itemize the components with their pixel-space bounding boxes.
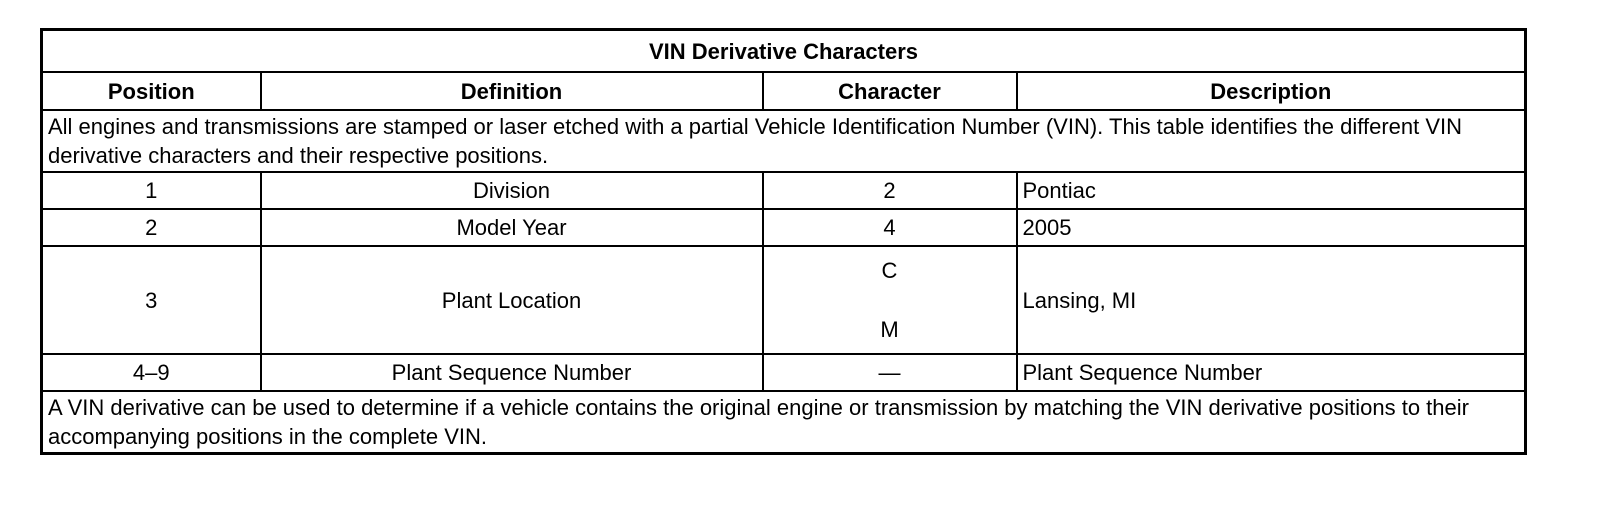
cell-character: 2 (763, 172, 1017, 209)
table-row (42, 172, 1526, 209)
intro-row (42, 110, 1526, 172)
cell-position: 1 (42, 172, 261, 209)
cell-character: 4 (763, 209, 1017, 246)
cell-definition: Plant Location (261, 246, 763, 354)
table-row (42, 209, 1526, 246)
cell-position: 2 (42, 209, 261, 246)
cell-definition: Model Year (261, 209, 763, 246)
cell-position: 4–9 (42, 354, 261, 391)
table-header-row (42, 72, 1526, 110)
vin-derivative-table (40, 28, 1527, 455)
table-row (42, 354, 1526, 391)
intro-text: All engines and transmissions are stamped or laser etched with a partial Vehicle Identification Number (VIN). This table identifies the different VIN derivative characters and their respective positions. (42, 110, 1526, 172)
cell-description: Pontiac (1017, 172, 1526, 209)
cell-definition: Division (261, 172, 763, 209)
footer-row (42, 391, 1526, 454)
cell-definition: Plant Sequence Number (261, 354, 763, 391)
footer-text: A VIN derivative can be used to determine if a vehicle contains the original engine or transmission by matching the VIN derivative positions to their accompanying positions in the complete VIN. (42, 391, 1526, 454)
table-row (42, 246, 1526, 354)
cell-position: 3 (42, 246, 261, 354)
cell-character (763, 246, 1017, 354)
header-character: Character (763, 72, 1017, 110)
cell-description: 2005 (1017, 209, 1526, 246)
cell-description: Plant Sequence Number (1017, 354, 1526, 391)
header-description: Description (1017, 72, 1526, 110)
table-title: VIN Derivative Characters (42, 30, 1526, 73)
cell-description: Lansing, MI (1017, 246, 1526, 354)
header-position: Position (42, 72, 261, 110)
character-value: M (880, 317, 899, 342)
header-definition: Definition (261, 72, 763, 110)
cell-character: — (763, 354, 1017, 391)
table-title-row (42, 30, 1526, 73)
character-value: C (881, 258, 898, 283)
